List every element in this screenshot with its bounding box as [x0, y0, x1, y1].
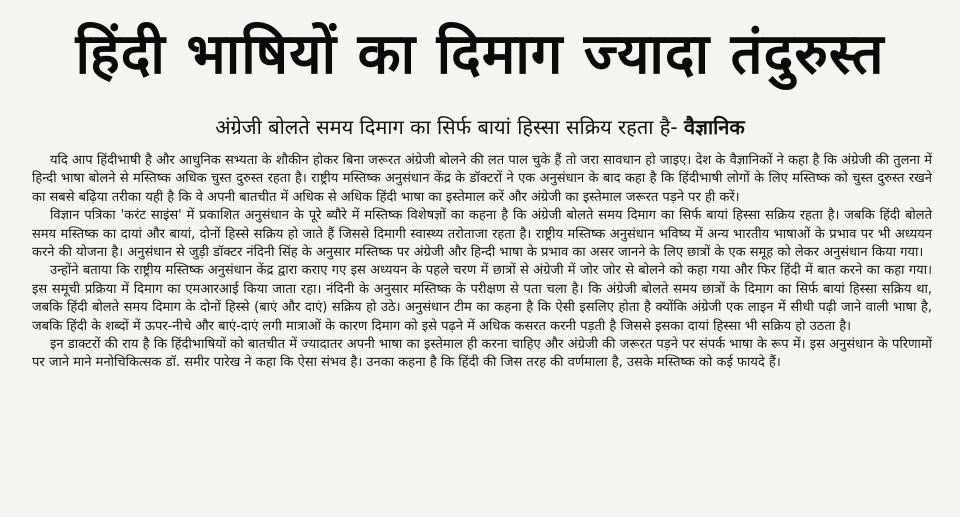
subheadline-text: अंग्रेजी बोलते समय दिमाग का सिर्फ बायां हिस्सा सक्रिय रहता है-	[215, 115, 678, 139]
article-body	[32, 152, 932, 373]
paragraph-1: यदि आप हिंदीभाषी है और आधुनिक सभ्यता के शौकीन होकर बिना जरूरत अंग्रेजी बोलने की लत पाल चुके हैं तो जरा सावधान हो जाइए। देश के वैज्ञानिकों ने कहा है कि अंग्रेजी की तुलना में हिन्दी भाषा बोलने से मस्तिष्क अधिक चुस्त दुरुस्त रहता है। राष्ट्रीय मस्तिष्क अनुसंधान केंद्र के डॉक्टरों ने एक अनुसंधान के बाद कहा है कि हिंदीभाषी लोगों के लिए मस्तिष्क को चुस्त दुरुस्त रखने का सबसे बढ़िया तरीका यही है कि वे अपनी बातचीत में अधिक से अधिक हिंदी भाषा का इस्तेमाल करें और अंग्रेजी का इस्तेमाल जरूरत पड़ने पर ही करें।	[32, 153, 932, 205]
headline: हिंदी भाषियों का दिमाग ज्यादा तंदुरुस्त	[75, 22, 885, 87]
paragraph-4: इन डाक्टरों की राय है कि हिंदीभाषियों को बातचीत में ज्यादातर अपनी भाषा का इस्तेमाल ही करना चाहिए और अंग्रेजी की जरूरत पड़ने पर संपर्क भाषा के रूप में। इस अनुसंधान के परिणामों पर जाने माने मनोचिकित्सक डॉ. समीर पारेख ने कहा कि ऐसा संभव है। उनका कहना है कि हिंदी की जिस तरह की वर्णमाला है, उसके मस्तिष्क को कई फायदे हैं।	[32, 337, 932, 371]
subheadline	[0, 114, 960, 140]
paragraph-3: उन्होंने बताया कि राष्ट्रीय मस्तिष्क अनुसंधान केंद्र द्वारा कराए गए इस अध्ययन के पहले चरण में छात्रों से अंग्रेजी में जोर जोर से बोलने को कहा गया और फिर हिंदी में बात करने का कहा गया। इस समूची प्रक्रिया में दिमाग का एमआरआई किया जाता रहा। नंदिनी के अनुसार मस्तिष्क के परीक्षण से पता चला है। कि अंग्रेजी बोलते समय छात्रों के दिमाग का सिर्फ बायां हिस्सा सक्रिय था, जबकि हिंदी बोलते समय दिमाग के दोनों हिस्से (बाएं और दाएं) सक्रिय हो उठे। अनुसंधान टीम का कहना है कि ऐसी इसलिए होता है क्योंकि अंग्रेजी एक लाइन में सीधी पढ़ी जाने वाली भाषा है, जबकि हिंदी के शब्दों में ऊपर-नीचे और बाएं-दाएं लगी मात्राओं के कारण दिमाग को इसे पढ़ने में अधिक कसरत करनी पड़ती है जिससे इसका दायां हिस्सा भी सक्रिय हो उठता है।	[32, 263, 932, 334]
paragraph-2: विज्ञान पत्रिका 'करंट साइंस' में प्रकाशित अनुसंधान के पूरे ब्यौरे में मस्तिष्क विशेषज्ञों का कहना है कि अंग्रेजी बोलते समय दिमाग का सिर्फ बायां हिस्सा सक्रिय रहता है। जबकि हिंदी बोलते समय मस्तिष्क का दायां और बायां, दोनों हिस्से सक्रिय हो जाते हैं जिससे दिमागी स्वास्थ्य तरोताजा रहता है। राष्ट्रीय मस्तिष्क अनुसंधान भविष्य में अन्य भारतीय भाषाओं के प्रभाव पर भी अध्ययन करने की योजना है। अनुसंधान से जुड़ी डॉक्टर नंदिनी सिंह के अनुसार मस्तिष्क पर अंग्रेजी और हिन्दी भाषा के प्रभाव का असर जानने के लिए छात्रों के एक समूह को लेकर अनुसंधान किया गया।	[32, 208, 932, 261]
subheadline-emphasis: वैज्ञानिक	[684, 115, 745, 139]
